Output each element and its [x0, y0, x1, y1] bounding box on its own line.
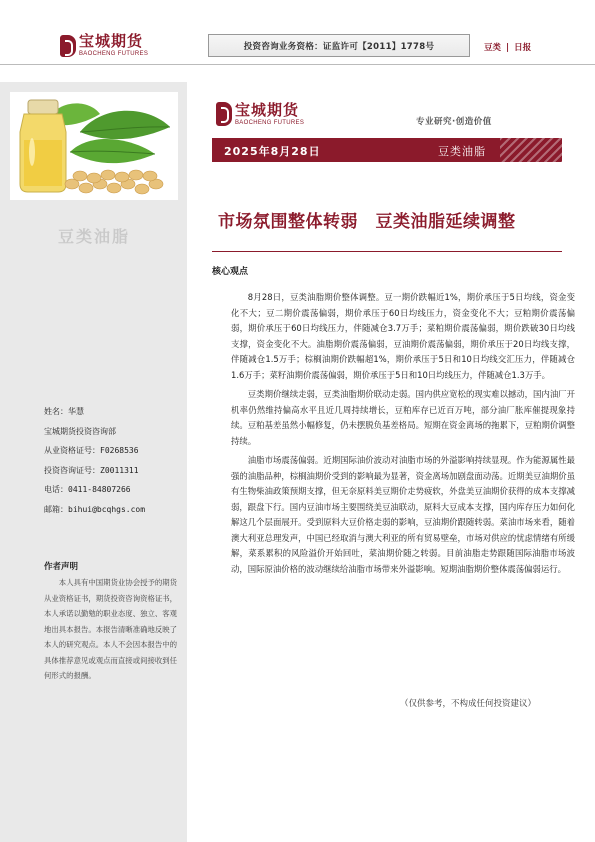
decorative-stripes [500, 138, 562, 162]
report-tags [484, 41, 531, 53]
author-email[interactable]: 邮箱：bihui@bcqhgs.com [44, 504, 146, 514]
disclaimer-note: （仅供参考，不构成任何投资建议） [400, 699, 537, 709]
author-consult-cert: 投资咨询证号：Z0011311 [44, 465, 139, 475]
main-logo-cn: 宝城期货 [235, 100, 300, 119]
header-logo-cn: 宝城期货 [79, 32, 144, 50]
date-bar [212, 138, 562, 162]
slogan: 专业研究·创造价值 [416, 117, 492, 127]
report-date: 2025年8月28日 [224, 145, 321, 158]
paragraph-1: 8月28日，豆类油脂期价整体调整。豆一期价跌幅近1%，期价承压于5日均线，资金变化不大；豆二期价震荡偏弱，期价承压于60日均线压力，资金变化不大；豆粕期价震荡偏弱，期价承压于60日均线压力，伴随减仓3.7万手；菜粕期价震荡偏弱，期价跌破30日均线支撑，资金变化不大。油脂期价震荡偏弱，豆油期价震荡偏弱，期价承压于20日均线支撑，伴随减仓1.5万手；棕榈油期价跌幅超1%，期价承压于5日和10日均线交汇压力，伴随减仓1.6万手；菜籽油期价震荡偏弱，期价承压于5日和10日均线压力，伴随减仓1.3万手。 [231, 292, 575, 380]
author-company: 宝城期货投资咨询部 [44, 426, 116, 436]
paragraph-3: 油脂市场震荡偏弱。近期国际油价波动对油脂市场的外溢影响持续显现。作为能源属性最强的油脂品种，棕榈油期价受到的影响最为显著，资金离场加剧盘面动荡。近期美豆油期价虽有生物柴油政策预期支撑，但无奈原料美豆期价走势疲软，外盘美豆油期价获得的成本支撑减弱，跟盘下行。国内豆油市场主要围绕美豆油联动，原料大豆成本支撑，国内库存压力如何化解这几个层面展开。受到原料大豆价格走弱的影响，豆油期价跟随转弱。菜油市场来看，随着澳大利亚总理发声，中国已经取消与澳大利亚的所有贸易壁垒，市场对供应的忧虑情绪有所缓解，菜系累积的风险溢价开始回吐，菜油期价随之转弱。目前油脂走势跟随国际油脂市场波动，国际原油价格的波动继续给油脂市场带来外溢影响。短期油脂期价整体震荡偏弱运行。 [231, 455, 575, 574]
paragraph-2: 豆类期价继续走弱，豆类油脂期价联动走弱。国内供应宽松的现实难以撼动，国内油厂开机率仍然维持偏高水平且近几周持续增长，豆粕库存已近百万吨，部分油厂胀库催提现象持续。豆粕基差虽然小幅修复，仍未摆脱负基差格局。短期在资金离场的拖累下，豆粕期价调整持续。 [231, 389, 575, 446]
disclaimer-body: 本人具有中国期货业协会授予的期货从业资格证书，期货投资咨询资格证书，本人承诺以勤勉的职业态度、独立、客观地出具本报告。本报告清晰准确地反映了本人的研究观点。本人不会因本报告中的具体推荐意见或观点而直接或间接收到任何形式的报酬。 [44, 578, 178, 680]
brand-logo-icon [216, 102, 232, 126]
author-info [44, 402, 145, 519]
report-category: 豆类油脂 [438, 145, 486, 158]
main-logo [216, 102, 304, 126]
section-title-core-view: 核心观点 [212, 267, 249, 277]
disclaimer-title: 作者声明 [44, 562, 79, 572]
report-title: 市场氛围整体转弱 豆类油脂延续调整 [218, 212, 516, 232]
header-logo-en: BAOCHENG FUTURES [79, 51, 149, 57]
sidebar-title: 豆类油脂 [58, 227, 131, 246]
author-phone: 电话：0411-84807266 [44, 485, 131, 494]
tag-separator: | [506, 43, 510, 53]
soybean-oil-illustration-icon [10, 92, 178, 200]
report-body [231, 290, 575, 581]
author-cert: 从业资格证号：F0268536 [44, 446, 139, 455]
qualification-banner: 投资咨询业务资格：证监许可【2011】1778号 [208, 34, 470, 57]
title-divider [212, 251, 562, 252]
tag-category: 豆类 [484, 43, 502, 53]
header-divider [0, 64, 595, 65]
author-name: 姓名：华慧 [44, 407, 84, 416]
soybean-oil-photo [10, 92, 178, 200]
tag-type: 日报 [514, 43, 532, 53]
main-logo-en: BAOCHENG FUTURES [235, 119, 305, 126]
header-logo [60, 34, 148, 57]
brand-logo-icon [60, 35, 76, 57]
